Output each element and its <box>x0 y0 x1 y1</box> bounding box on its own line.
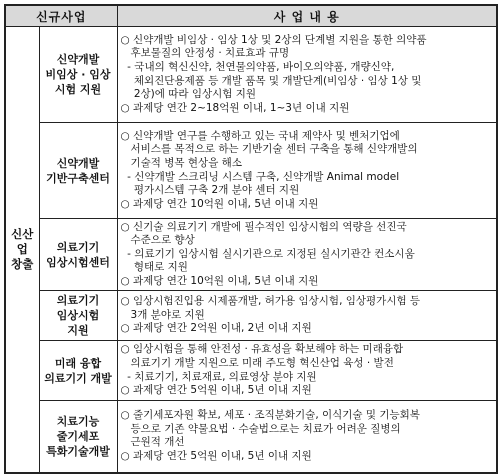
project-title-cell <box>39 401 117 473</box>
header-row <box>5 5 497 27</box>
project-title-line: 시험 지원 <box>54 83 102 96</box>
project-title-line: 치료기능 <box>56 414 100 428</box>
header-new-project: 신규사업 <box>5 5 117 27</box>
content-line: 후보물질의 안정성 · 치료효과 규명 <box>120 47 290 60</box>
project-title-line: 임상시험 <box>56 309 100 322</box>
content-line: 의료기기 개발 지원으로 미래 주도형 혁신산업 육성 · 발전 <box>120 356 394 369</box>
content-line: 서비스를 목적으로 하는 기반기술 센터 구축을 통해 신약개발의 <box>120 143 418 156</box>
content-line: 수준으로 향상 <box>120 234 195 247</box>
content-line: ○ 과제당 연간 10억원 이내, 5년 이내 지원 <box>120 197 319 210</box>
project-content-cell <box>117 291 497 341</box>
content-line: 등으로 기존 약물요법 · 수술법으로는 치료가 어려운 질병의 <box>120 422 401 435</box>
project-title-line: 의료기기 <box>56 294 100 307</box>
project-content-cell <box>117 341 497 401</box>
content-line: - 의료기기 임상시험 실시기관으로 지정된 실시기관간 컨소시움 <box>120 247 415 260</box>
project-content-cell <box>117 123 497 219</box>
content-line: - 국내의 혁신신약, 천연물의약품, 바이오의약품, 개량신약, <box>120 60 395 73</box>
project-content-cell <box>117 401 497 473</box>
project-title-line: 신약개발 <box>56 53 100 66</box>
project-title-line: 특화기술개발 <box>46 444 110 458</box>
content-line: 기술적 병목 현상을 해소 <box>120 156 242 169</box>
project-title-line: 미래 융합 <box>54 356 102 370</box>
content-line: ○ 과제당 연간 2억원 이내, 2년 이내 지원 <box>120 322 312 335</box>
category-label-line1: 신산업 <box>11 226 34 256</box>
project-title-cell <box>39 291 117 341</box>
category-cell <box>5 27 39 473</box>
table-row <box>5 341 497 401</box>
content-line: ○ 과제당 연간 5억원 이내, 5년 이내 지원 <box>120 449 312 462</box>
project-title-line: 신약개발 <box>56 156 100 170</box>
table-row <box>5 291 497 341</box>
project-title-line: 의료기기 <box>56 240 100 254</box>
project-title-line: 기반구축센터 <box>46 171 110 185</box>
project-title-line: 지원 <box>67 324 89 337</box>
project-title-line: 임상시험센터 <box>46 255 110 269</box>
project-title-cell <box>39 219 117 291</box>
content-line: ○ 신기술 의료기기 개발에 필수적인 임상시험의 역량을 선진국 <box>120 220 407 233</box>
content-line: ○ 임상시험진입용 시제품개발, 허가용 임상시험, 임상평가시험 등 <box>120 295 421 308</box>
content-line: - 치료기기, 치료재료, 의료영상 분야 지원 <box>120 370 317 383</box>
content-line: 근원적 개선 <box>120 436 185 449</box>
project-title-cell <box>39 341 117 401</box>
project-title-line: 줄기세포 <box>56 429 100 443</box>
project-title-line: 비임상 · 임상 <box>45 68 111 81</box>
table-row <box>5 123 497 219</box>
header-project-content: 사 업 내 용 <box>117 5 497 27</box>
content-line: 2상)에 따라 임상시험 지원 <box>120 88 257 101</box>
project-content-cell <box>117 219 497 291</box>
content-line: ○ 신약개발 연구를 수행하고 있는 국내 제약사 및 벤처기업에 <box>120 129 400 142</box>
category-label-line2: 창출 <box>11 256 34 271</box>
content-line: 체외진단용제품 등 개발 품목 및 개발단계(비임상 · 임상 1상 및 <box>120 74 422 87</box>
content-line: ○ 과제당 연간 10억원 이내, 5년 이내 지원 <box>120 274 319 287</box>
content-line: ○ 신약개발 비임상 · 임상 1상 및 2상의 단계별 지원을 통한 의약품 <box>120 33 427 46</box>
content-line: ○ 과제당 연간 5억원 이내, 5년 이내 지원 <box>120 384 312 397</box>
content-line: - 신약개발 스크리닝 시스템 구축, 신약개발 Animal model <box>120 170 400 183</box>
content-line: ○ 과제당 연간 2~18억원 이내, 1~3년 이내 지원 <box>120 101 350 114</box>
content-line: 3개 분야로 지원 <box>120 308 205 321</box>
table-row <box>5 401 497 473</box>
table-row <box>5 27 497 123</box>
content-line: 형태로 지원 <box>120 261 188 274</box>
content-line: 평가시스템 구축 2개 분야 센터 지원 <box>120 184 300 197</box>
project-content-cell <box>117 27 497 123</box>
content-line: ○ 임상시험을 통해 안전성 · 유효성을 확보해야 하는 미래융합 <box>120 343 404 356</box>
program-table <box>4 4 498 474</box>
project-title-cell <box>39 27 117 123</box>
program-table-container <box>4 4 496 470</box>
content-line: ○ 줄기세포자원 확보, 세포 · 조직분화기술, 이식기술 및 기능회복 <box>120 409 420 422</box>
project-title-cell <box>39 123 117 219</box>
project-title-line: 의료기기 개발 <box>44 371 112 385</box>
table-row <box>5 219 497 291</box>
